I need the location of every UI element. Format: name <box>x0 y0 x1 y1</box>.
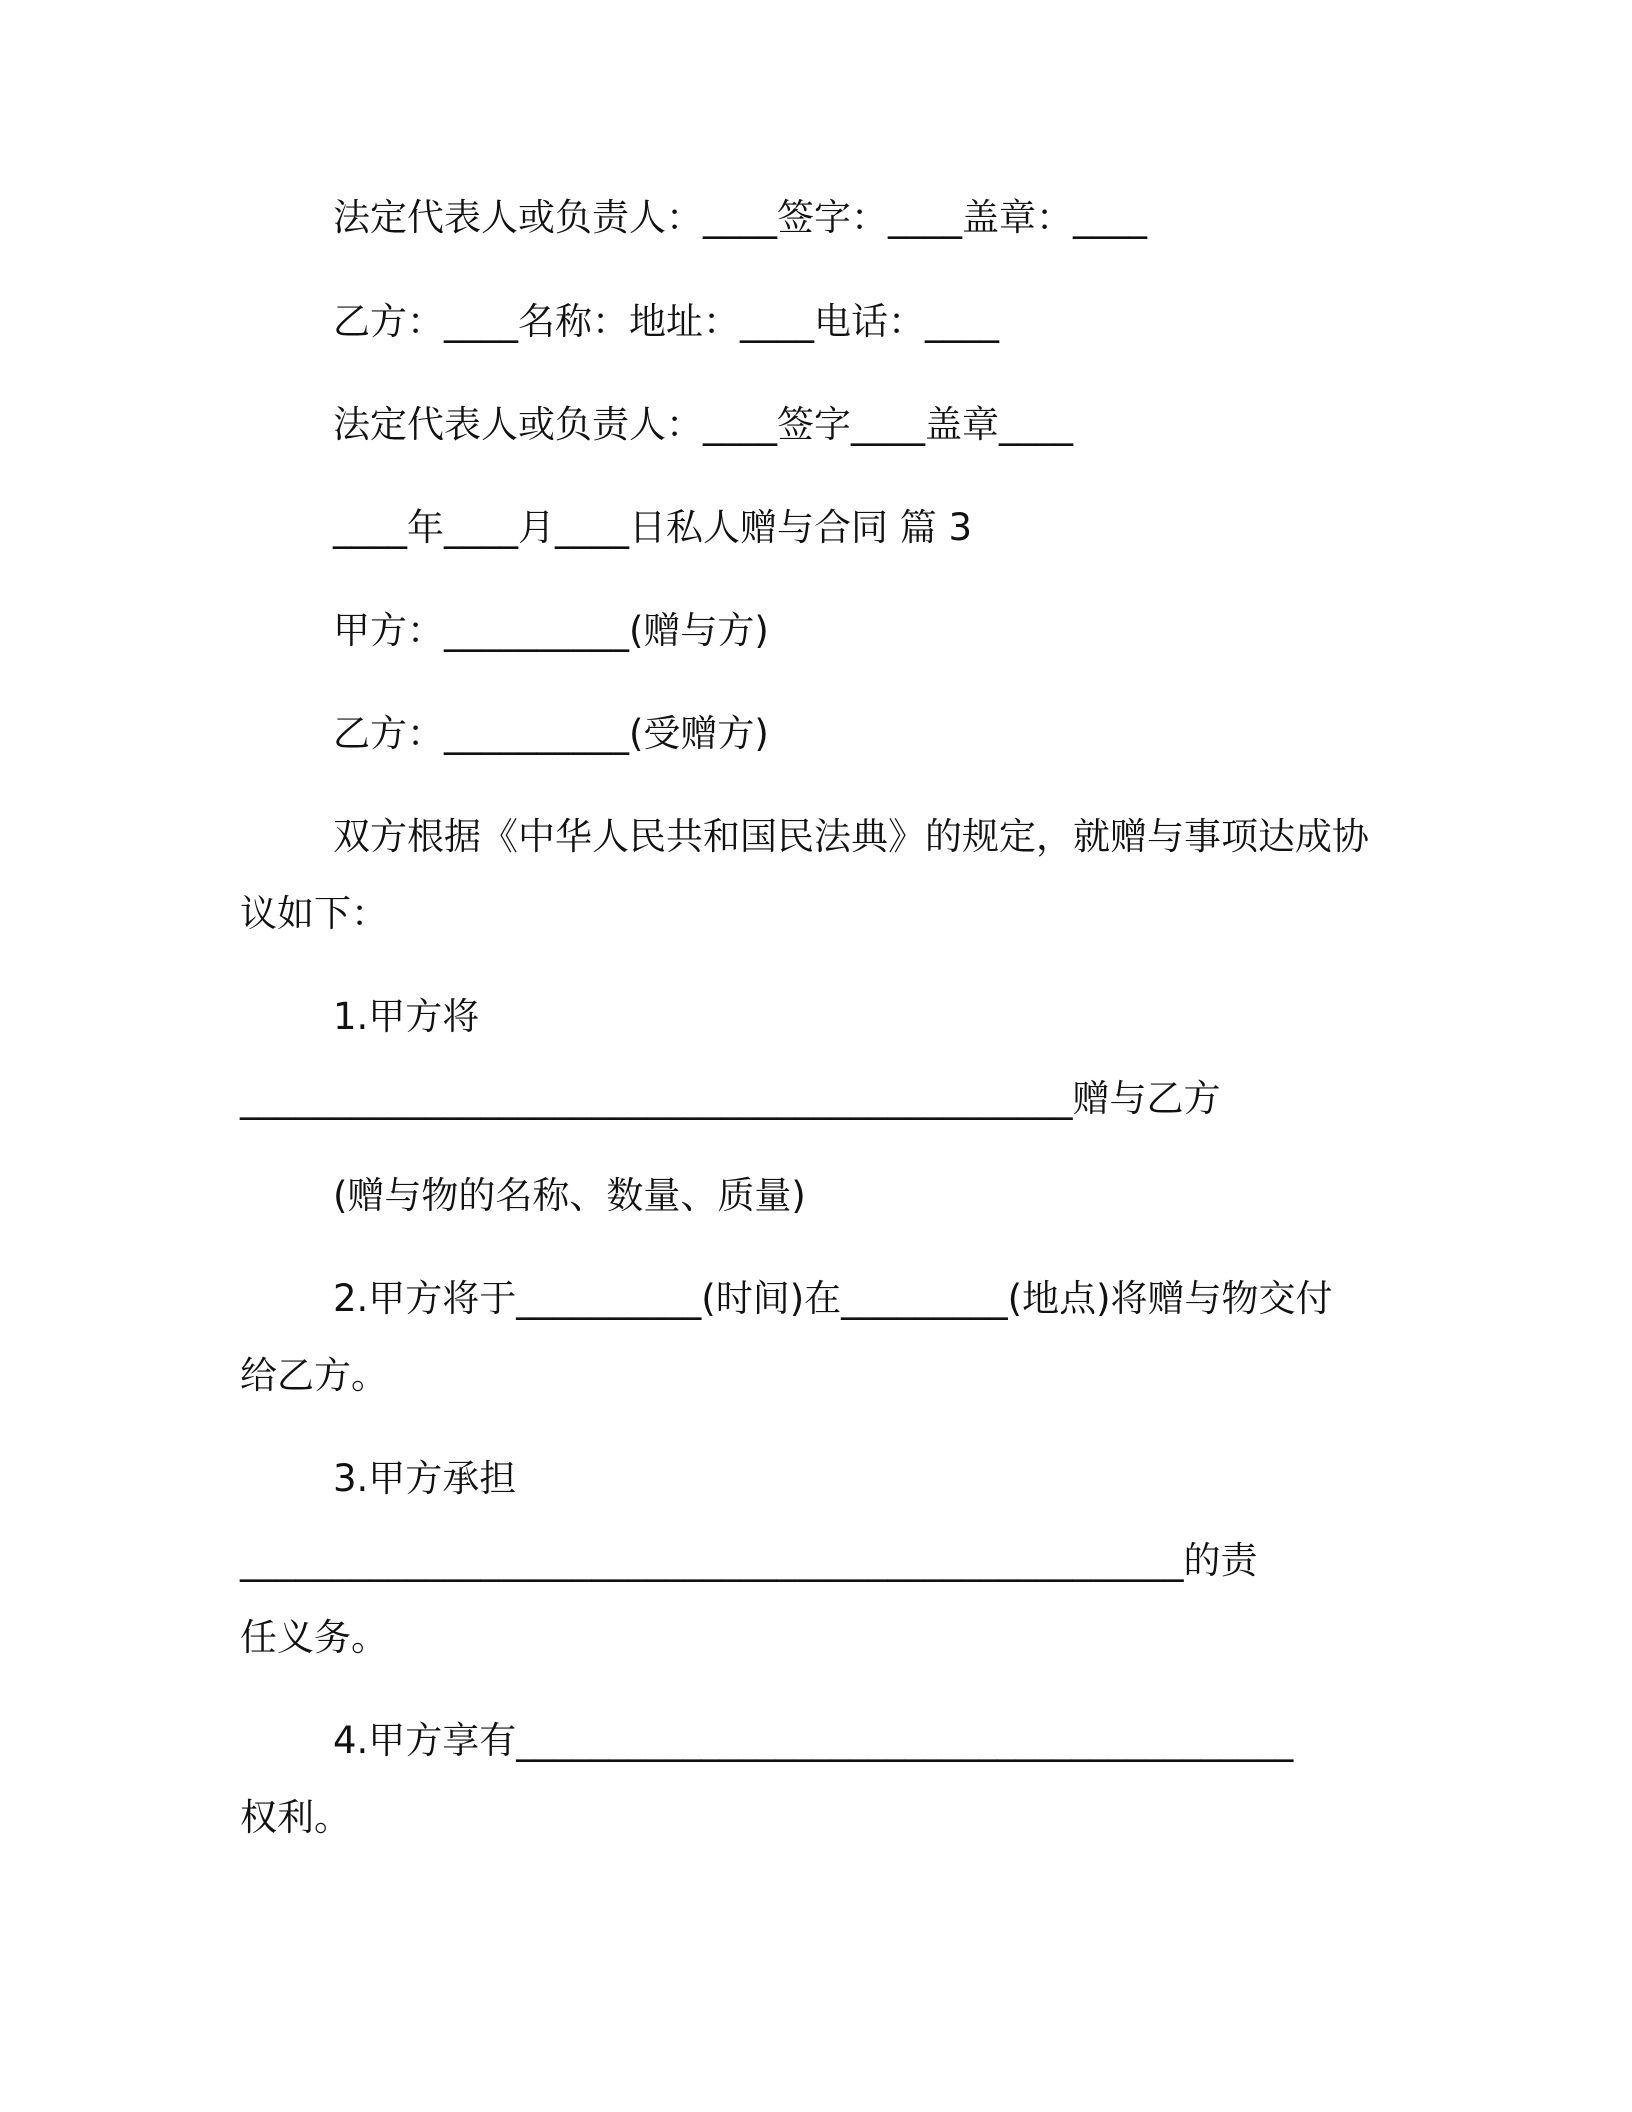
clause-1-blank-line: _____________________________________________赠与乙方 <box>240 1077 1221 1120</box>
clause-1-note: (赠与物的名称、数量、质量) <box>333 1174 806 1217</box>
clause-3-blank-line: ___________________________________________________的责 <box>240 1539 1258 1582</box>
party-b-donee-line: 乙方：__________(受赠方) <box>333 712 769 755</box>
clause-1-heading: 1.甲方将 <box>333 995 480 1038</box>
clause-3-line-3: 任义务。 <box>240 1616 388 1659</box>
clause-4-line-2: 权利。 <box>240 1796 351 1839</box>
clause-3-heading: 3.甲方承担 <box>333 1457 517 1500</box>
party-b-info-line: 乙方：____名称：地址：____电话：____ <box>333 300 999 343</box>
legal-rep-signature-line-a: 法定代表人或负责人：____签字：____盖章：____ <box>333 196 1147 239</box>
preamble-paragraph-line-1: 双方根据《中华人民共和国民法典》的规定，就赠与事项达成协 <box>333 815 1369 858</box>
legal-rep-signature-line-b: 法定代表人或负责人：____签字____盖章____ <box>333 403 1073 446</box>
clause-2-line-2: 给乙方。 <box>240 1354 388 1397</box>
date-and-section-title: ____年____月____日私人赠与合同 篇 3 <box>333 506 973 549</box>
clause-4-line-1: 4.甲方享有__________________________________________ <box>333 1719 1294 1762</box>
clause-2-line-1: 2.甲方将于__________(时间)在_________(地点)将赠与物交付 <box>333 1277 1333 1320</box>
party-a-donor-line: 甲方：__________(赠与方) <box>333 609 769 652</box>
preamble-paragraph-line-2: 议如下： <box>240 892 388 935</box>
